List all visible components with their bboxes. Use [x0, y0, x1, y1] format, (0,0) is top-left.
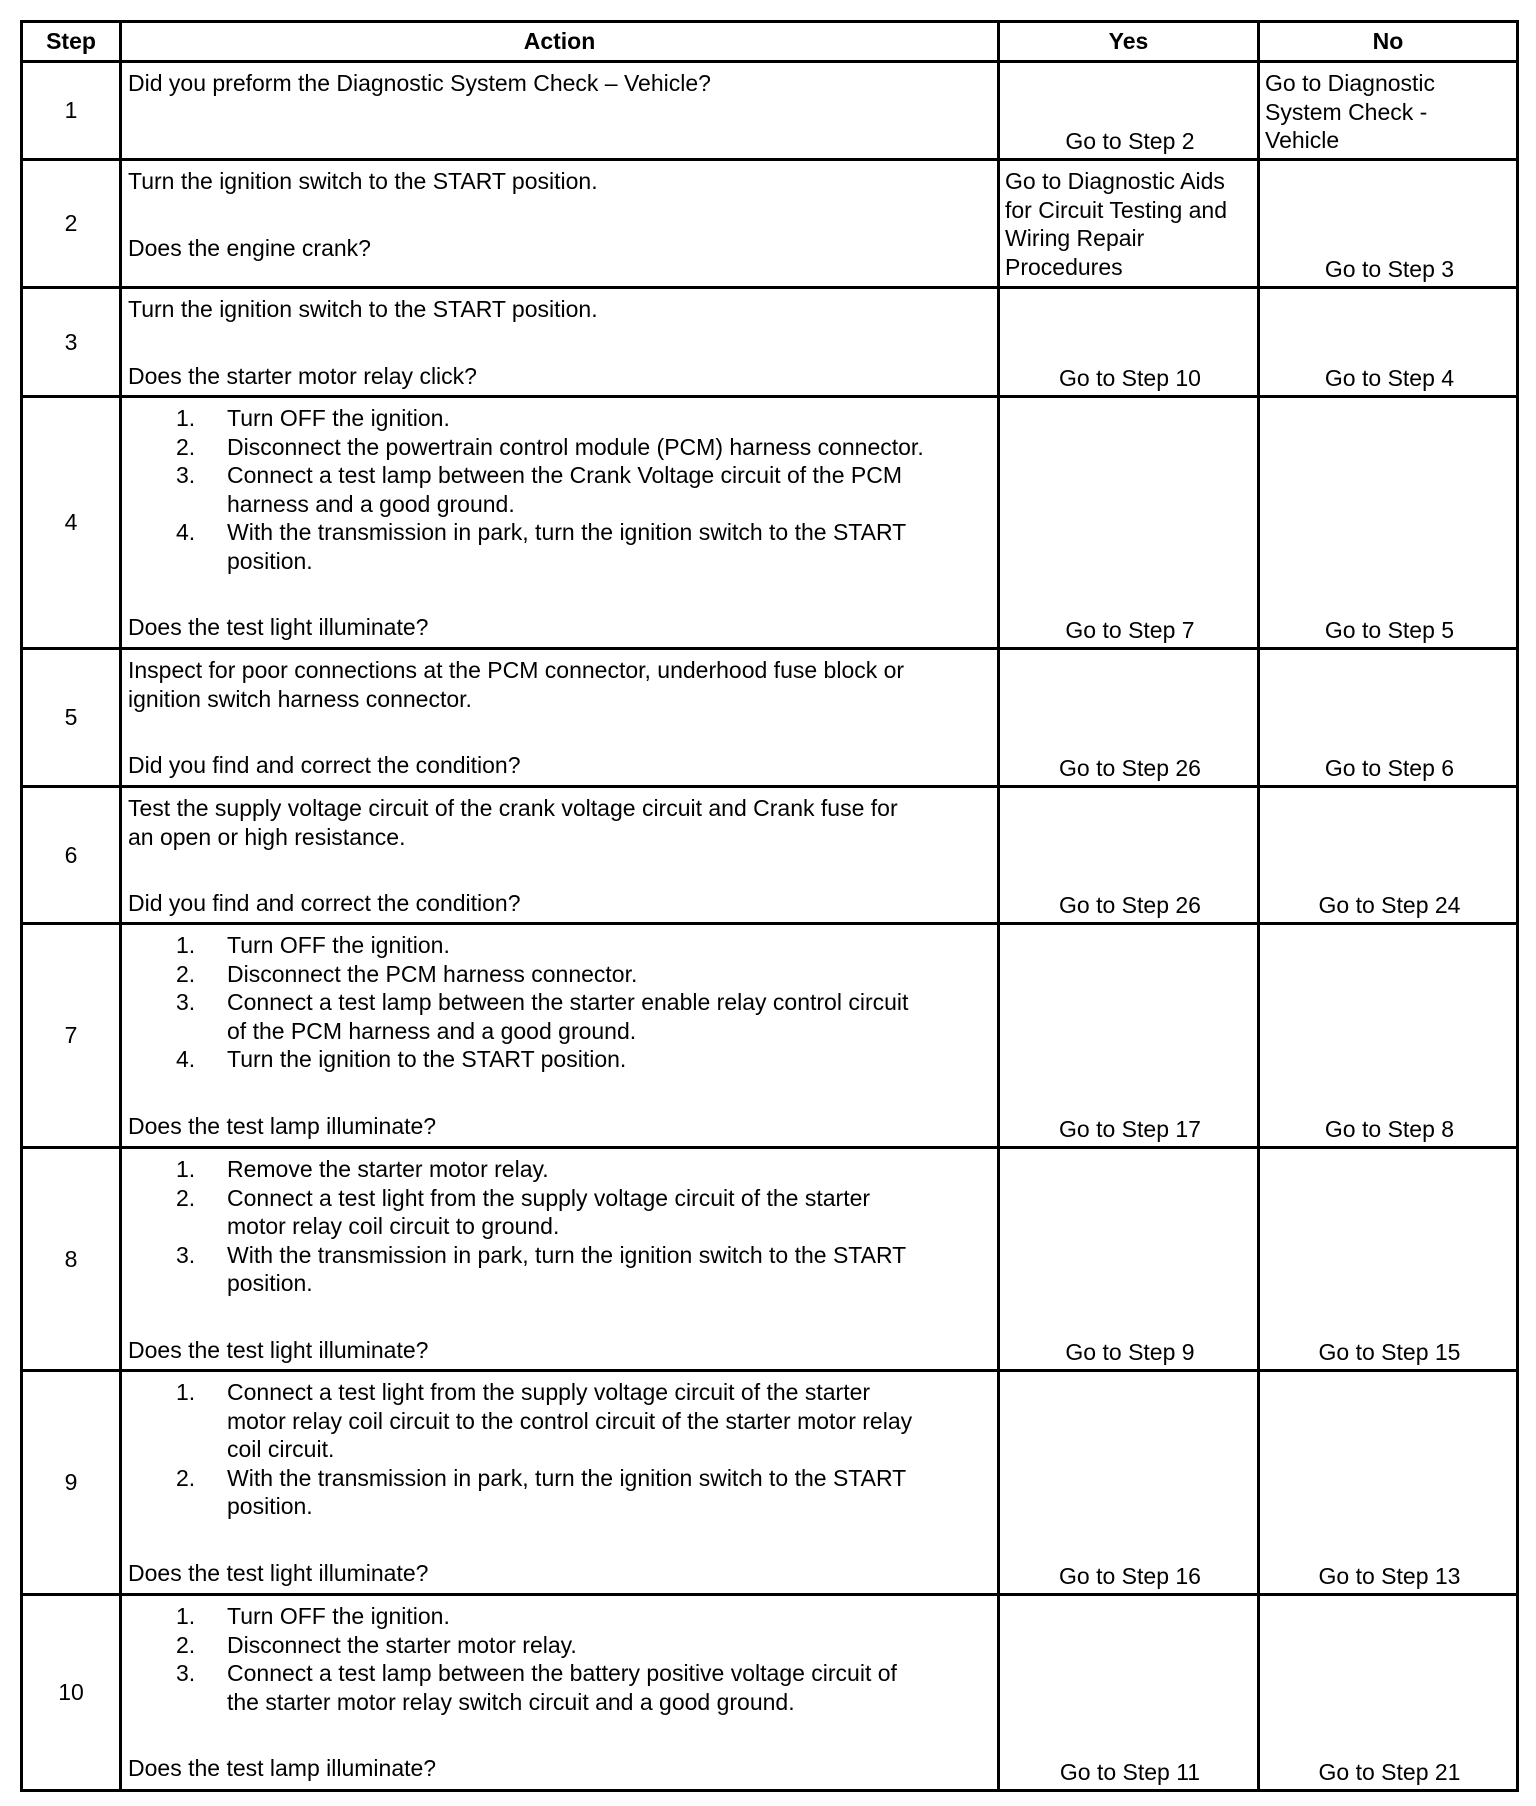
- no-result: Go to Step 6: [1324, 754, 1455, 781]
- list-number: 1.: [176, 405, 196, 431]
- question-text: Does the test lamp illuminate?: [128, 1112, 437, 1139]
- action-cell: [121, 288, 999, 397]
- list-number: 2.: [176, 1631, 196, 1658]
- no-cell: [1259, 62, 1518, 160]
- step-number: 10: [58, 1679, 84, 1706]
- no-result: Go to Step 5: [1324, 616, 1455, 643]
- yes-result: Go to Step 26: [1059, 754, 1201, 781]
- step-number: 1: [64, 97, 78, 124]
- no-cell: [1259, 787, 1518, 924]
- list-item: [128, 988, 995, 1045]
- question-text: Does the test light illuminate?: [128, 614, 429, 640]
- step-cell: [22, 924, 121, 1148]
- list-text: Disconnect the powertrain control module (PCM) harness connector.: [227, 433, 924, 460]
- list-text: Connect a test light from the supply voltage circuit of the starter motor relay coil circuit to ground.: [227, 1184, 871, 1239]
- list-item: [128, 1155, 995, 1184]
- list-text: Connect a test lamp between the battery positive voltage circuit of the starter motor relay switch circuit and a good ground.: [227, 1660, 897, 1715]
- no-result: Go to Step 4: [1324, 364, 1455, 391]
- list-item: [128, 1659, 995, 1716]
- question-text: Did you preform the Diagnostic System Check – Vehicle?: [128, 70, 711, 96]
- list-number: 1.: [176, 1156, 196, 1182]
- list-text: Connect a test light from the supply voltage circuit of the starter motor relay coil circuit to the control circuit of the starter motor relay coil circuit.: [227, 1379, 913, 1462]
- list-item: [128, 1378, 995, 1464]
- yes-cell: [999, 1595, 1259, 1791]
- yes-cell: [999, 160, 1259, 288]
- action-cell: [121, 160, 999, 288]
- table-row: [22, 1148, 1518, 1371]
- list-item: [128, 960, 995, 989]
- header-step: Step: [22, 22, 121, 62]
- yes-cell: [999, 787, 1259, 924]
- list-text: Turn OFF the ignition.: [227, 1603, 450, 1629]
- no-cell: [1259, 1148, 1518, 1371]
- no-result: Go to Step 3: [1324, 255, 1455, 282]
- list-item: [128, 1602, 995, 1631]
- list-item: [128, 1184, 995, 1241]
- step-cell: [22, 288, 121, 397]
- list-item: [128, 404, 995, 433]
- step-number: 3: [64, 328, 78, 355]
- list-text: Turn OFF the ignition.: [227, 405, 450, 431]
- list-text: Remove the starter motor relay.: [227, 1156, 549, 1182]
- step-cell: [22, 160, 121, 288]
- no-result: Go to Diagnostic System Check - Vehicle: [1265, 70, 1436, 153]
- list-number: 3.: [176, 1241, 196, 1268]
- list-item: [128, 518, 995, 575]
- no-cell: [1259, 288, 1518, 397]
- list-number: 4.: [176, 519, 196, 545]
- list-number: 1.: [176, 1603, 196, 1629]
- yes-cell: [999, 1371, 1259, 1595]
- no-cell: [1259, 1595, 1518, 1791]
- list-number: 3.: [176, 989, 196, 1015]
- list-item: [128, 461, 995, 518]
- action-cell: [121, 924, 999, 1148]
- yes-result: Go to Step 2: [1065, 127, 1195, 154]
- yes-cell: [999, 288, 1259, 397]
- table-row: [22, 160, 1518, 288]
- list-text: With the transmission in park, turn the ignition switch to the START position.: [227, 519, 907, 574]
- step-number: 8: [64, 1245, 78, 1272]
- yes-result: Go to Step 7: [1065, 616, 1195, 643]
- step-cell: [22, 787, 121, 924]
- list-item: [128, 931, 995, 960]
- table-row: [22, 787, 1518, 924]
- table-row: [22, 1595, 1518, 1791]
- question-text: Does the test lamp illuminate?: [128, 1755, 437, 1781]
- table-row: [22, 1371, 1518, 1595]
- question-text: Does the test light illuminate?: [128, 1336, 429, 1363]
- list-item: [128, 433, 995, 462]
- table-row: [22, 924, 1518, 1148]
- list-number: 2.: [176, 1184, 196, 1211]
- action-cell: [121, 1371, 999, 1595]
- list-item: [128, 1241, 995, 1298]
- list-text: Turn the ignition to the START position.: [227, 1046, 627, 1072]
- yes-result: Go to Diagnostic Aids for Circuit Testing and Wiring Repair Procedures: [1005, 168, 1228, 280]
- step-number: 5: [64, 704, 78, 731]
- header-yes: Yes: [999, 22, 1259, 62]
- action-cell: [121, 62, 999, 160]
- action-cell: [121, 649, 999, 787]
- header-action: Action: [121, 22, 999, 62]
- list-item: [128, 1631, 995, 1660]
- list-number: 3.: [176, 462, 196, 488]
- table-row: [22, 288, 1518, 397]
- table-row: [22, 62, 1518, 160]
- action-cell: [121, 397, 999, 649]
- action-cell: [121, 1148, 999, 1371]
- question-text: Did you find and correct the condition?: [128, 752, 521, 778]
- no-result: Go to Step 15: [1318, 1338, 1461, 1365]
- list-number: 1.: [176, 932, 196, 958]
- header-row: [22, 22, 1518, 62]
- action-cell: [121, 787, 999, 924]
- yes-cell: [999, 924, 1259, 1148]
- list-number: 1.: [176, 1379, 196, 1405]
- list-item: [128, 1045, 995, 1074]
- list-number: 2.: [176, 433, 196, 460]
- yes-result: Go to Step 26: [1059, 891, 1201, 918]
- list-number: 3.: [176, 1660, 196, 1686]
- question-text: Does the test light illuminate?: [128, 1559, 429, 1586]
- step-cell: [22, 1595, 121, 1791]
- list-text: Disconnect the starter motor relay.: [227, 1631, 577, 1658]
- yes-result: Go to Step 11: [1059, 1758, 1201, 1785]
- yes-result: Go to Step 16: [1059, 1562, 1201, 1589]
- step-number: 4: [64, 509, 78, 536]
- no-result: Go to Step 8: [1324, 1115, 1455, 1142]
- header-no: No: [1259, 22, 1518, 62]
- list-text: With the transmission in park, turn the ignition switch to the START position.: [227, 1464, 907, 1519]
- no-cell: [1259, 160, 1518, 288]
- yes-cell: [999, 1148, 1259, 1371]
- step-cell: [22, 397, 121, 649]
- list-text: With the transmission in park, turn the ignition switch to the START position.: [227, 1241, 907, 1296]
- list-number: 4.: [176, 1046, 196, 1072]
- step-number: 9: [64, 1469, 78, 1496]
- question-text: Does the starter motor relay click?: [128, 362, 477, 389]
- question-text: Did you find and correct the condition?: [128, 890, 521, 916]
- no-cell: [1259, 397, 1518, 649]
- step-cell: [22, 62, 121, 160]
- action-cell: [121, 1595, 999, 1791]
- step-number: 6: [64, 841, 78, 868]
- no-result: Go to Step 13: [1318, 1562, 1461, 1589]
- instruction-text: Turn the ignition switch to the START position.: [128, 168, 598, 194]
- instruction-text: Test the supply voltage circuit of the crank voltage circuit and Crank fuse for an open or high resistance.: [128, 795, 898, 850]
- list-item: [128, 1464, 995, 1521]
- no-result: Go to Step 24: [1318, 891, 1461, 918]
- instruction-text: Inspect for poor connections at the PCM connector, underhood fuse block or ignition switch harness connector.: [128, 657, 905, 712]
- list-text: Connect a test lamp between the starter enable relay control circuit of the PCM harness and a good ground.: [227, 989, 909, 1044]
- list-text: Turn OFF the ignition.: [227, 932, 450, 958]
- step-number: 7: [64, 1022, 78, 1049]
- question-text: Does the engine crank?: [128, 234, 371, 261]
- no-cell: [1259, 1371, 1518, 1595]
- step-cell: [22, 649, 121, 787]
- step-cell: [22, 1371, 121, 1595]
- diagnostic-table: [20, 20, 1519, 1792]
- yes-result: Go to Step 17: [1059, 1115, 1201, 1142]
- list-text: Disconnect the PCM harness connector.: [227, 960, 638, 987]
- no-result: Go to Step 21: [1318, 1758, 1461, 1785]
- yes-result: Go to Step 10: [1059, 364, 1201, 391]
- table-row: [22, 397, 1518, 649]
- yes-cell: [999, 649, 1259, 787]
- table-row: [22, 649, 1518, 787]
- yes-cell: [999, 62, 1259, 160]
- step-number: 2: [64, 210, 78, 237]
- no-cell: [1259, 924, 1518, 1148]
- yes-cell: [999, 397, 1259, 649]
- yes-result: Go to Step 9: [1065, 1338, 1195, 1365]
- instruction-text: Turn the ignition switch to the START position.: [128, 296, 598, 322]
- step-cell: [22, 1148, 121, 1371]
- list-number: 2.: [176, 1464, 196, 1491]
- no-cell: [1259, 649, 1518, 787]
- list-number: 2.: [176, 960, 196, 987]
- list-text: Connect a test lamp between the Crank Voltage circuit of the PCM harness and a good ground.: [227, 462, 903, 517]
